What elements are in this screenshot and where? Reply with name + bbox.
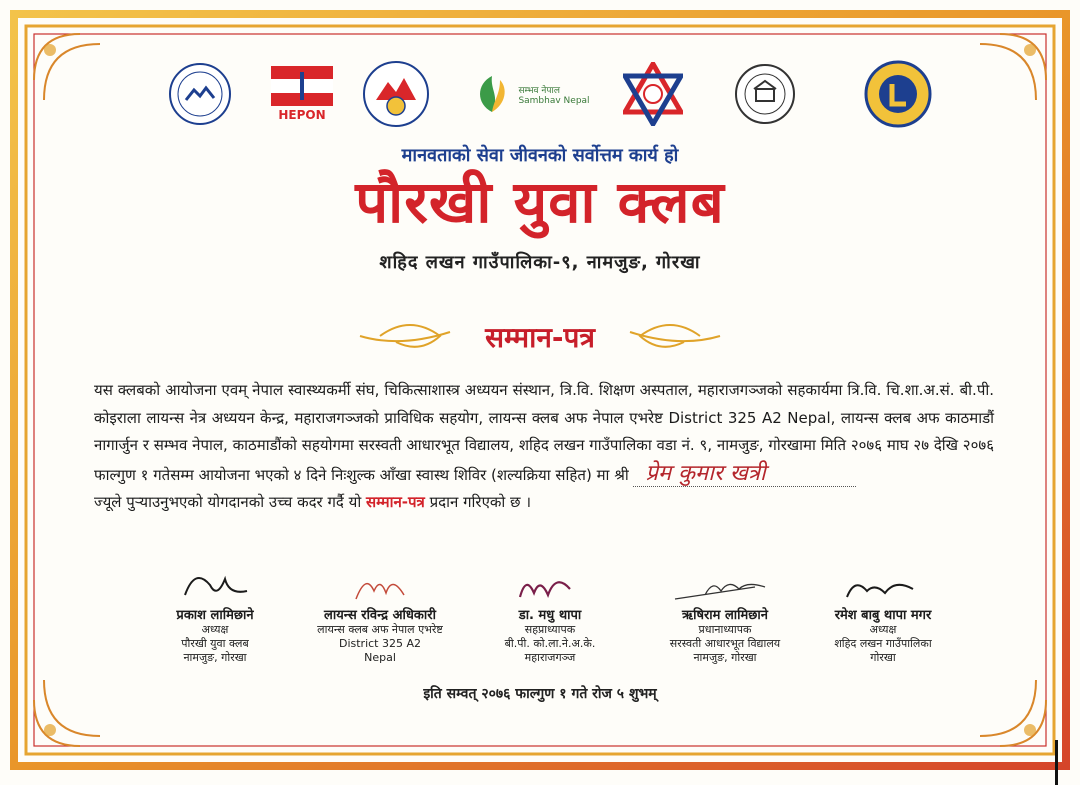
sambhav-label-english: Sambhav Nepal — [518, 95, 590, 106]
signature-4-icon — [655, 565, 795, 607]
certificate-body — [94, 377, 994, 517]
signature-5-icon — [823, 565, 943, 607]
signature-row — [130, 565, 960, 675]
sambhav-nepal-logo — [470, 58, 590, 130]
signatory-1-name: प्रकाश लामिछाने — [176, 608, 254, 623]
saraswati-school-logo — [725, 58, 805, 130]
signatory-5 — [798, 565, 968, 665]
signatory-4-line1: प्रधानाध्यापक — [698, 623, 752, 636]
signatory-5-line2: शहिद लखन गाउँपालिका — [834, 637, 932, 650]
signatory-5-line3: गोरखा — [870, 651, 896, 664]
signature-1-icon — [155, 565, 275, 607]
signatory-1 — [130, 565, 300, 665]
signatory-5-name: रमेश बाबु थापा मगर — [834, 608, 932, 623]
signatory-2 — [295, 565, 465, 665]
hepon-label: HEPON — [278, 108, 326, 122]
lions-international-emblem-icon — [864, 60, 932, 128]
signatory-3-name: डा. मधु थापा — [518, 608, 582, 623]
sambhav-label-nepali: सम्भव नेपाल — [518, 85, 560, 96]
club-name-heading: पौरखी युवा क्लब — [355, 168, 725, 236]
lions-everest-emblem-icon — [362, 60, 430, 128]
signatory-1-line3: नामजुङ, गोरखा — [183, 651, 247, 664]
body-text-part2: ज्यूले पुऱ्याउनुभएको योगदानको उच्च कदर गर्दै यो — [94, 493, 362, 511]
signatory-3-line2: बी.पी. को.ला.ने.अ.के. — [504, 637, 596, 650]
body-highlight: सम्मान-पत्र — [366, 493, 425, 511]
body-text-part3: प्रदान गरिएको छ । — [429, 493, 532, 511]
signatory-1-line2: पौरखी युवा क्लब — [181, 637, 249, 650]
signatory-4-line3: नामजुङ, गोरखा — [693, 651, 757, 664]
signatory-4 — [640, 565, 810, 665]
sambhav-leaf-icon — [470, 72, 514, 116]
signature-2-icon — [320, 565, 440, 607]
scan-edge-mark — [1055, 740, 1058, 785]
lions-international-logo — [858, 58, 938, 130]
school-seal-icon — [734, 63, 796, 125]
club-address: शहिद लखन गाउँपालिका-९, नामजुङ, गोरखा — [379, 252, 701, 273]
signatory-3-line3: महाराजगञ्ज — [524, 651, 576, 664]
signatory-5-line1: अध्यक्ष — [869, 623, 897, 636]
paurakhi-seal-icon — [168, 62, 232, 126]
tagline: मानवताको सेवा जीवनको सर्वोत्तम कार्य हो — [401, 145, 679, 166]
certificate-title-banner — [0, 308, 1080, 364]
date-line: इति सम्वत् २०७६ फाल्गुण १ गते रोज ५ शुभम् — [423, 686, 657, 702]
signatory-2-line1: लायन्स क्लब अफ नेपाल एभरेष्ट — [317, 623, 443, 636]
signatory-1-line1: अध्यक्ष — [201, 623, 229, 636]
signatory-4-name: ऋषिराम लामिछाने — [682, 608, 768, 623]
signatory-2-line3: Nepal — [364, 651, 396, 664]
signatory-2-name: लायन्स रविन्द्र अधिकारी — [324, 608, 436, 623]
tribhuvan-university-logo — [618, 58, 688, 130]
hepon-flag-icon — [271, 66, 333, 106]
tu-star-emblem-icon — [623, 62, 683, 126]
hepon-logo — [262, 58, 342, 130]
body-text-part1: यस क्लबको आयोजना एवम् नेपाल स्वास्थ्यकर्मी संघ, चिकित्साशास्त्र अध्ययन संस्थान, त्रि.वि. शिक्षण अस्पताल, महाराजगञ्जको सहकार्यमा त्रि.वि. चि.शा.अ.सं. बी.पी. कोइराला लायन्स नेत्र अध्ययन केन्द्र, महाराजगञ्जको प्राविधिक सहयोग, लायन्स क्लब अफ नेपाल एभरेष्ट District 325 A2 Nepal, लायन्स क्लब अफ काठमाडौं नागार्जुन र सम्भव नेपाल, काठमाडौंको सहयोगमा सरस्वती आधारभूत विद्यालय, शहिद लखन गाउँपालिका वडा नं. ९, नामजुङ, गोरखामा मिति २०७६ माघ २७ देखि २०७६ फाल्गुण १ गतेसम्म आयोजना भएको ४ दिने निःशुल्क आँखा स्वास्थ शिविर (शल्यक्रिया सहित) मा श्री — [94, 381, 994, 484]
logo-row — [0, 58, 1080, 130]
lions-club-nepal-everest-logo — [356, 58, 436, 130]
paurakhi-club-logo — [160, 58, 240, 130]
signature-3-icon — [490, 565, 610, 607]
recipient-name: प्रेम कुमार खत्री — [633, 461, 855, 487]
signatory-2-line2: District 325 A2 — [338, 637, 422, 650]
signatory-4-line2: सरस्वती आधारभूत विद्यालय — [669, 637, 781, 650]
signatory-3 — [465, 565, 635, 665]
certificate-title: सम्मान-पत्र — [485, 321, 595, 354]
signatory-3-line1: सहप्राध्यापक — [524, 623, 576, 636]
